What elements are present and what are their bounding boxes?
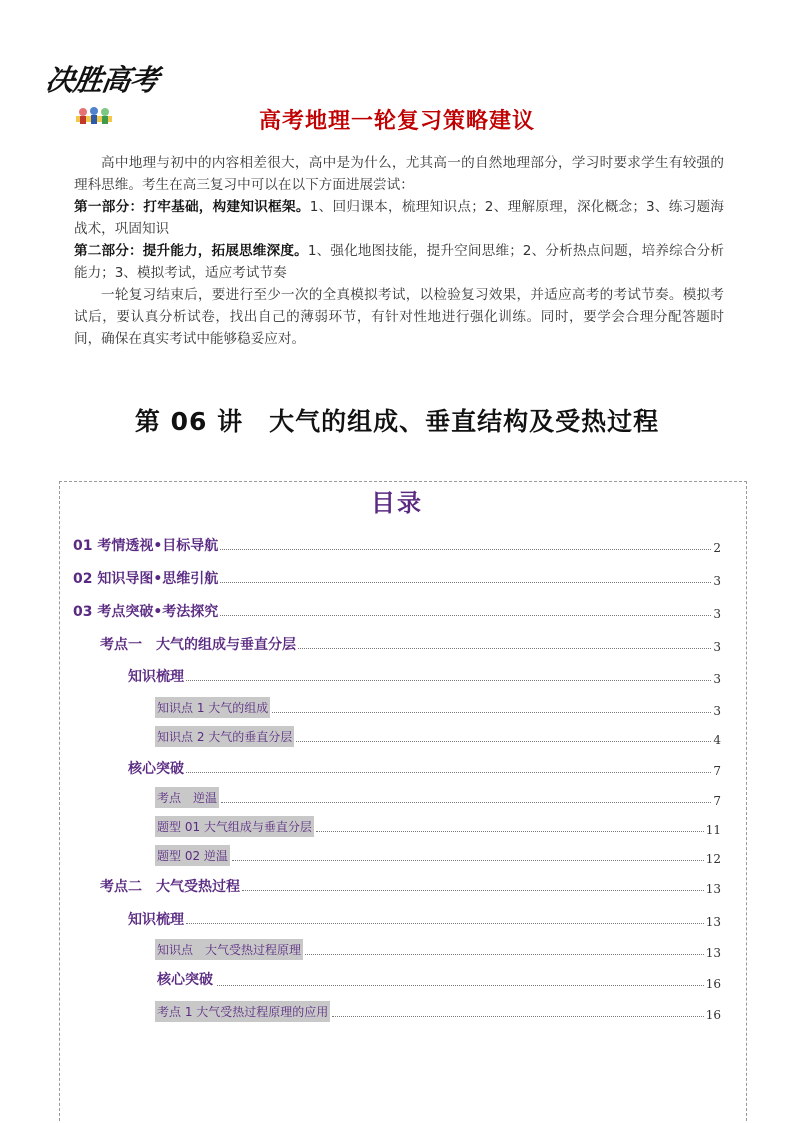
toc-heading: 目录 [371,489,423,517]
toc-leader [186,923,704,924]
toc-entry[interactable] [155,786,721,808]
toc-entry[interactable] [155,696,721,718]
toc-entry[interactable] [128,756,721,778]
toc-entry-label: 考点 1 大气受热过程原理的应用 [155,1001,330,1022]
toc-entry[interactable] [73,599,721,621]
toc-entry-label: 考点二 大气受热过程 [100,879,240,895]
intro-paragraph: 高中地理与初中的内容相差很大，高中是为什么，尤其高一的自然地理部分，学习时要求学生有较强的理科思维。考生在高三复习中可以在以下方面进展尝试： [74,155,724,193]
toc-entry-page: 3 [713,574,721,588]
toc-entry-page: 3 [713,704,721,718]
toc-leader [221,802,711,803]
toc-entry-page: 7 [713,794,721,808]
toc-entry-label: 03 考点突破•考法探究 [73,604,219,620]
toc-entry-page: 3 [713,640,721,654]
part-two-paragraph [74,240,724,284]
part-one-label: 第一部分：打牢基础，构建知识框架。 [74,199,310,215]
toc-entry[interactable] [155,815,721,837]
toc-entry-page: 2 [713,541,721,555]
part-one-text: 1、回归课本，梳理知识点；2、理解原理，深化概念；3、练习题海战术，巩固知识 [74,199,724,237]
toc-entry[interactable] [155,844,721,866]
toc-entry-label: 知识梳理 [128,669,184,685]
toc-entry[interactable] [100,632,721,654]
toc-entry-label: 知识点 2 大气的垂直分层 [155,726,294,747]
part-one-paragraph [74,196,724,240]
toc-leader [220,549,711,550]
toc-entry-label: 知识点 1 大气的组成 [155,697,270,718]
toc-entry-page: 3 [713,672,721,686]
toc-leader [296,741,711,742]
toc-leader [298,648,711,649]
toc-entry-label: 02 知识导图•思维引航 [73,571,219,587]
toc-entry-label: 知识梳理 [128,912,184,928]
toc-leader [220,615,711,616]
toc-leader [186,680,711,681]
toc-entry-label: 核心突破 [128,761,184,777]
toc-entry-page: 11 [705,823,721,837]
toc-leader [186,772,711,773]
toc-entry-page: 13 [705,882,721,896]
toc-entry-label: 核心突破 [157,972,213,988]
toc-leader [332,1016,703,1017]
toc-entry-label: 题型 02 逆温 [155,845,230,866]
toc-entry-page: 4 [713,733,721,747]
toc-entry[interactable] [73,533,721,555]
toc-leader [272,712,711,713]
part-two-text: 1、强化地图技能，提升空间思维；2、分析热点问题，培养综合分析能力；3、模拟考试，适应考试节奏 [74,243,725,281]
toc-leader [242,890,704,891]
toc-entry[interactable] [128,664,721,686]
toc-entry-label: 题型 01 大气组成与垂直分层 [155,816,314,837]
toc-entry[interactable] [155,725,721,747]
toc-entry[interactable] [155,1000,721,1022]
toc-entry[interactable] [128,907,721,929]
toc-entry-label: 01 考情透视•目标导航 [73,538,219,554]
part-two-label: 第二部分：提升能力，拓展思维深度。 [74,243,308,259]
toc-entry-label: 考点 逆温 [155,787,219,808]
toc-entry-page: 13 [705,915,721,929]
toc-entry-page: 16 [705,1008,721,1022]
toc-entry[interactable] [155,969,721,991]
toc-entry[interactable] [155,938,721,960]
toc-leader [305,954,704,955]
toc-entry[interactable] [73,566,721,588]
toc-entry-label: 知识点 大气受热过程原理 [155,939,303,960]
toc-entry-page: 3 [713,607,721,621]
toc-entry[interactable] [100,874,721,896]
closing-paragraph: 一轮复习结束后，要进行至少一次的全真模拟考试，以检验复习效果，并适应高考的考试节奏。模拟考试后，要认真分析试卷，找出自己的薄弱环节，有针对性地进行强化训练。同时，要学会合理分配答题时间，确保在真实考试中能够稳妥应对。 [74,287,724,347]
toc-entry-page: 7 [713,764,721,778]
logo-text: 决胜高考 [43,63,161,97]
toc-leader [232,860,704,861]
toc-entry-label: 考点一 大气的组成与垂直分层 [100,637,296,653]
toc-entry-page: 13 [705,946,721,960]
lecture-title: 第 06 讲 大气的组成、垂直结构及受热过程 [134,407,660,436]
strategy-title: 高考地理一轮复习策略建议 [258,109,535,134]
toc-leader [316,831,704,832]
toc-leader [217,985,704,986]
toc-entry-page: 12 [705,852,721,866]
intro-section [74,152,724,350]
toc-leader [220,582,711,583]
toc-entry-page: 16 [705,977,721,991]
